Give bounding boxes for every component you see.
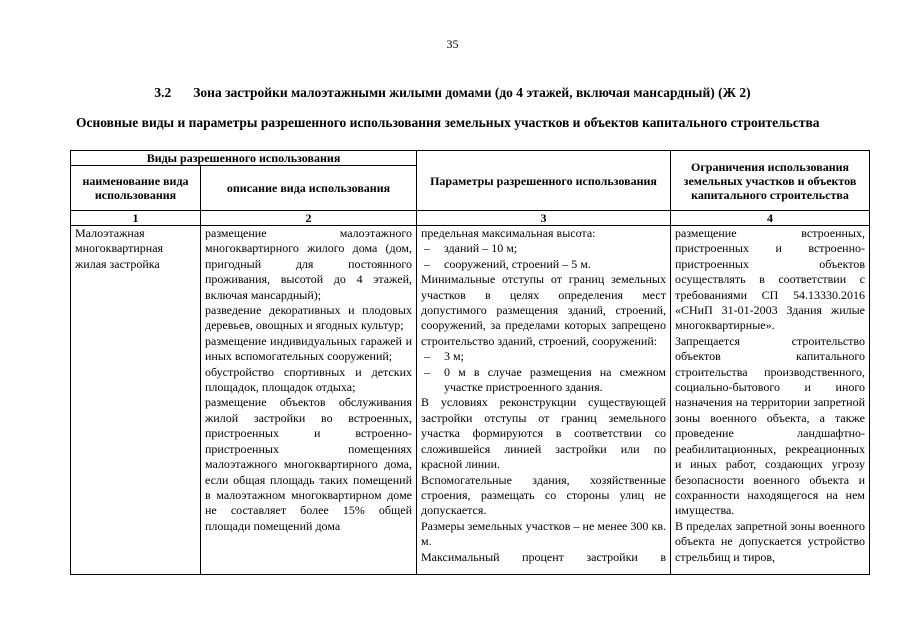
column-number: 1 xyxy=(71,211,201,226)
list-item: – 3 м; xyxy=(421,349,666,364)
list-item: – зданий – 10 м; xyxy=(421,241,666,256)
dash-bullet: – xyxy=(424,241,430,256)
height-intro: предельная максимальная высота: xyxy=(421,226,596,240)
limits-cell xyxy=(671,226,870,575)
description-paragraph: размещение индивидуальных гаражей и иных вспомогательных сооружений; xyxy=(205,333,412,364)
description-paragraph: обустройство спортивных и детских площадок, площадок отдыха; xyxy=(205,364,412,395)
header-usage-description: описание вида использования xyxy=(201,166,417,211)
limits-paragraph: размещение встроенных, пристроенных и встроенно-пристроенных объектов осуществлять в соответствии с требованиями СП 54.13330.2016 «СНиП 31-01-2003 Здания жилые многоквартирные». xyxy=(675,226,865,333)
section-title-text: Зона застройки малоэтажными жилыми домами (до 4 этажей, включая мансардный) (Ж 2) xyxy=(193,85,751,100)
table-row xyxy=(71,226,870,575)
zone-regulations-table xyxy=(70,150,870,575)
description-paragraph: размещение малоэтажного многоквартирного жилого дома (дом, пригодный для постоянного проживания, высотой до 4 этажей, включая мансардный); xyxy=(205,226,412,302)
usage-name: Малоэтажная многоквартирная жилая застройка xyxy=(75,226,164,271)
limits-paragraph: Запрещается строительство объектов капитального строительства производственного, социально-бытового и иного назначения на территории запретной зоны военного объекта, а также проведение ландшафтно-реабилитационных, рекреационных и иных работ, создающих угрозу безопасности военного объекта и сохранности находящегося на нем имущества. xyxy=(675,333,865,518)
list-item: – сооружений, строений – 5 м. xyxy=(421,257,666,272)
section-title xyxy=(0,85,905,101)
max-percent-paragraph: Максимальный процент застройки в xyxy=(421,549,666,564)
dash-bullet: – xyxy=(424,364,430,379)
params-cell xyxy=(417,226,671,575)
column-number: 4 xyxy=(671,211,870,226)
limits-paragraph: В пределах запретной зоны военного объекта не допускается устройство стрельбищ и тиров, xyxy=(675,518,865,564)
reconstruction-paragraph: В условиях реконструкции существующей застройки отступы от границ земельного участка формируются в соответствии со сложившейся линией застройки или по красной линии. xyxy=(421,395,666,472)
description-paragraph: разведение декоративных и плодовых деревьев, овощных и ягодных культур; xyxy=(205,303,412,333)
plot-size-paragraph: Размеры земельных участков – не менее 300 кв. м. xyxy=(421,518,666,549)
usage-description-cell xyxy=(201,226,417,575)
subheading: Основные виды и параметры разрешенного использования земельных участков и объектов капитального строительства xyxy=(76,115,820,130)
header-usage-types: Виды разрешенного использования xyxy=(71,151,417,166)
dash-bullet: – xyxy=(424,256,430,271)
list-item: – 0 м в случае размещения на смежном участке пристроенного здания. xyxy=(421,365,666,396)
header-params: Параметры разрешенного использования xyxy=(417,151,671,211)
auxiliary-paragraph: Вспомогательные здания, хозяйственные строения, размещать со стороны улиц не допускается. xyxy=(421,472,666,518)
column-number: 2 xyxy=(201,211,417,226)
usage-name-cell xyxy=(71,226,201,575)
dash-bullet: – xyxy=(424,349,430,364)
setback-intro: Минимальные отступы от границ земельных участков в целях определения мест допустимого размещения зданий, строений, сооружений, за пределами которых запрещено строительство зданий, строений, сооружений: xyxy=(421,272,666,348)
page-number: 35 xyxy=(446,37,459,51)
section-number: 3.2 xyxy=(154,85,172,100)
description-paragraph: размещение объектов обслуживания жилой застройки во встроенных, пристроенных и встроенно-пристроенных помещениях малоэтажного многоквартирного дома, если общая площадь таких помещений в малоэтажном многоквартирном доме не составляет более 15% общей площади помещений дома xyxy=(205,395,412,533)
header-usage-name: наименование вида использования xyxy=(71,166,201,211)
column-number: 3 xyxy=(417,211,671,226)
header-limits: Ограничения использования земельных участков и объектов капитального строительства xyxy=(671,151,870,211)
